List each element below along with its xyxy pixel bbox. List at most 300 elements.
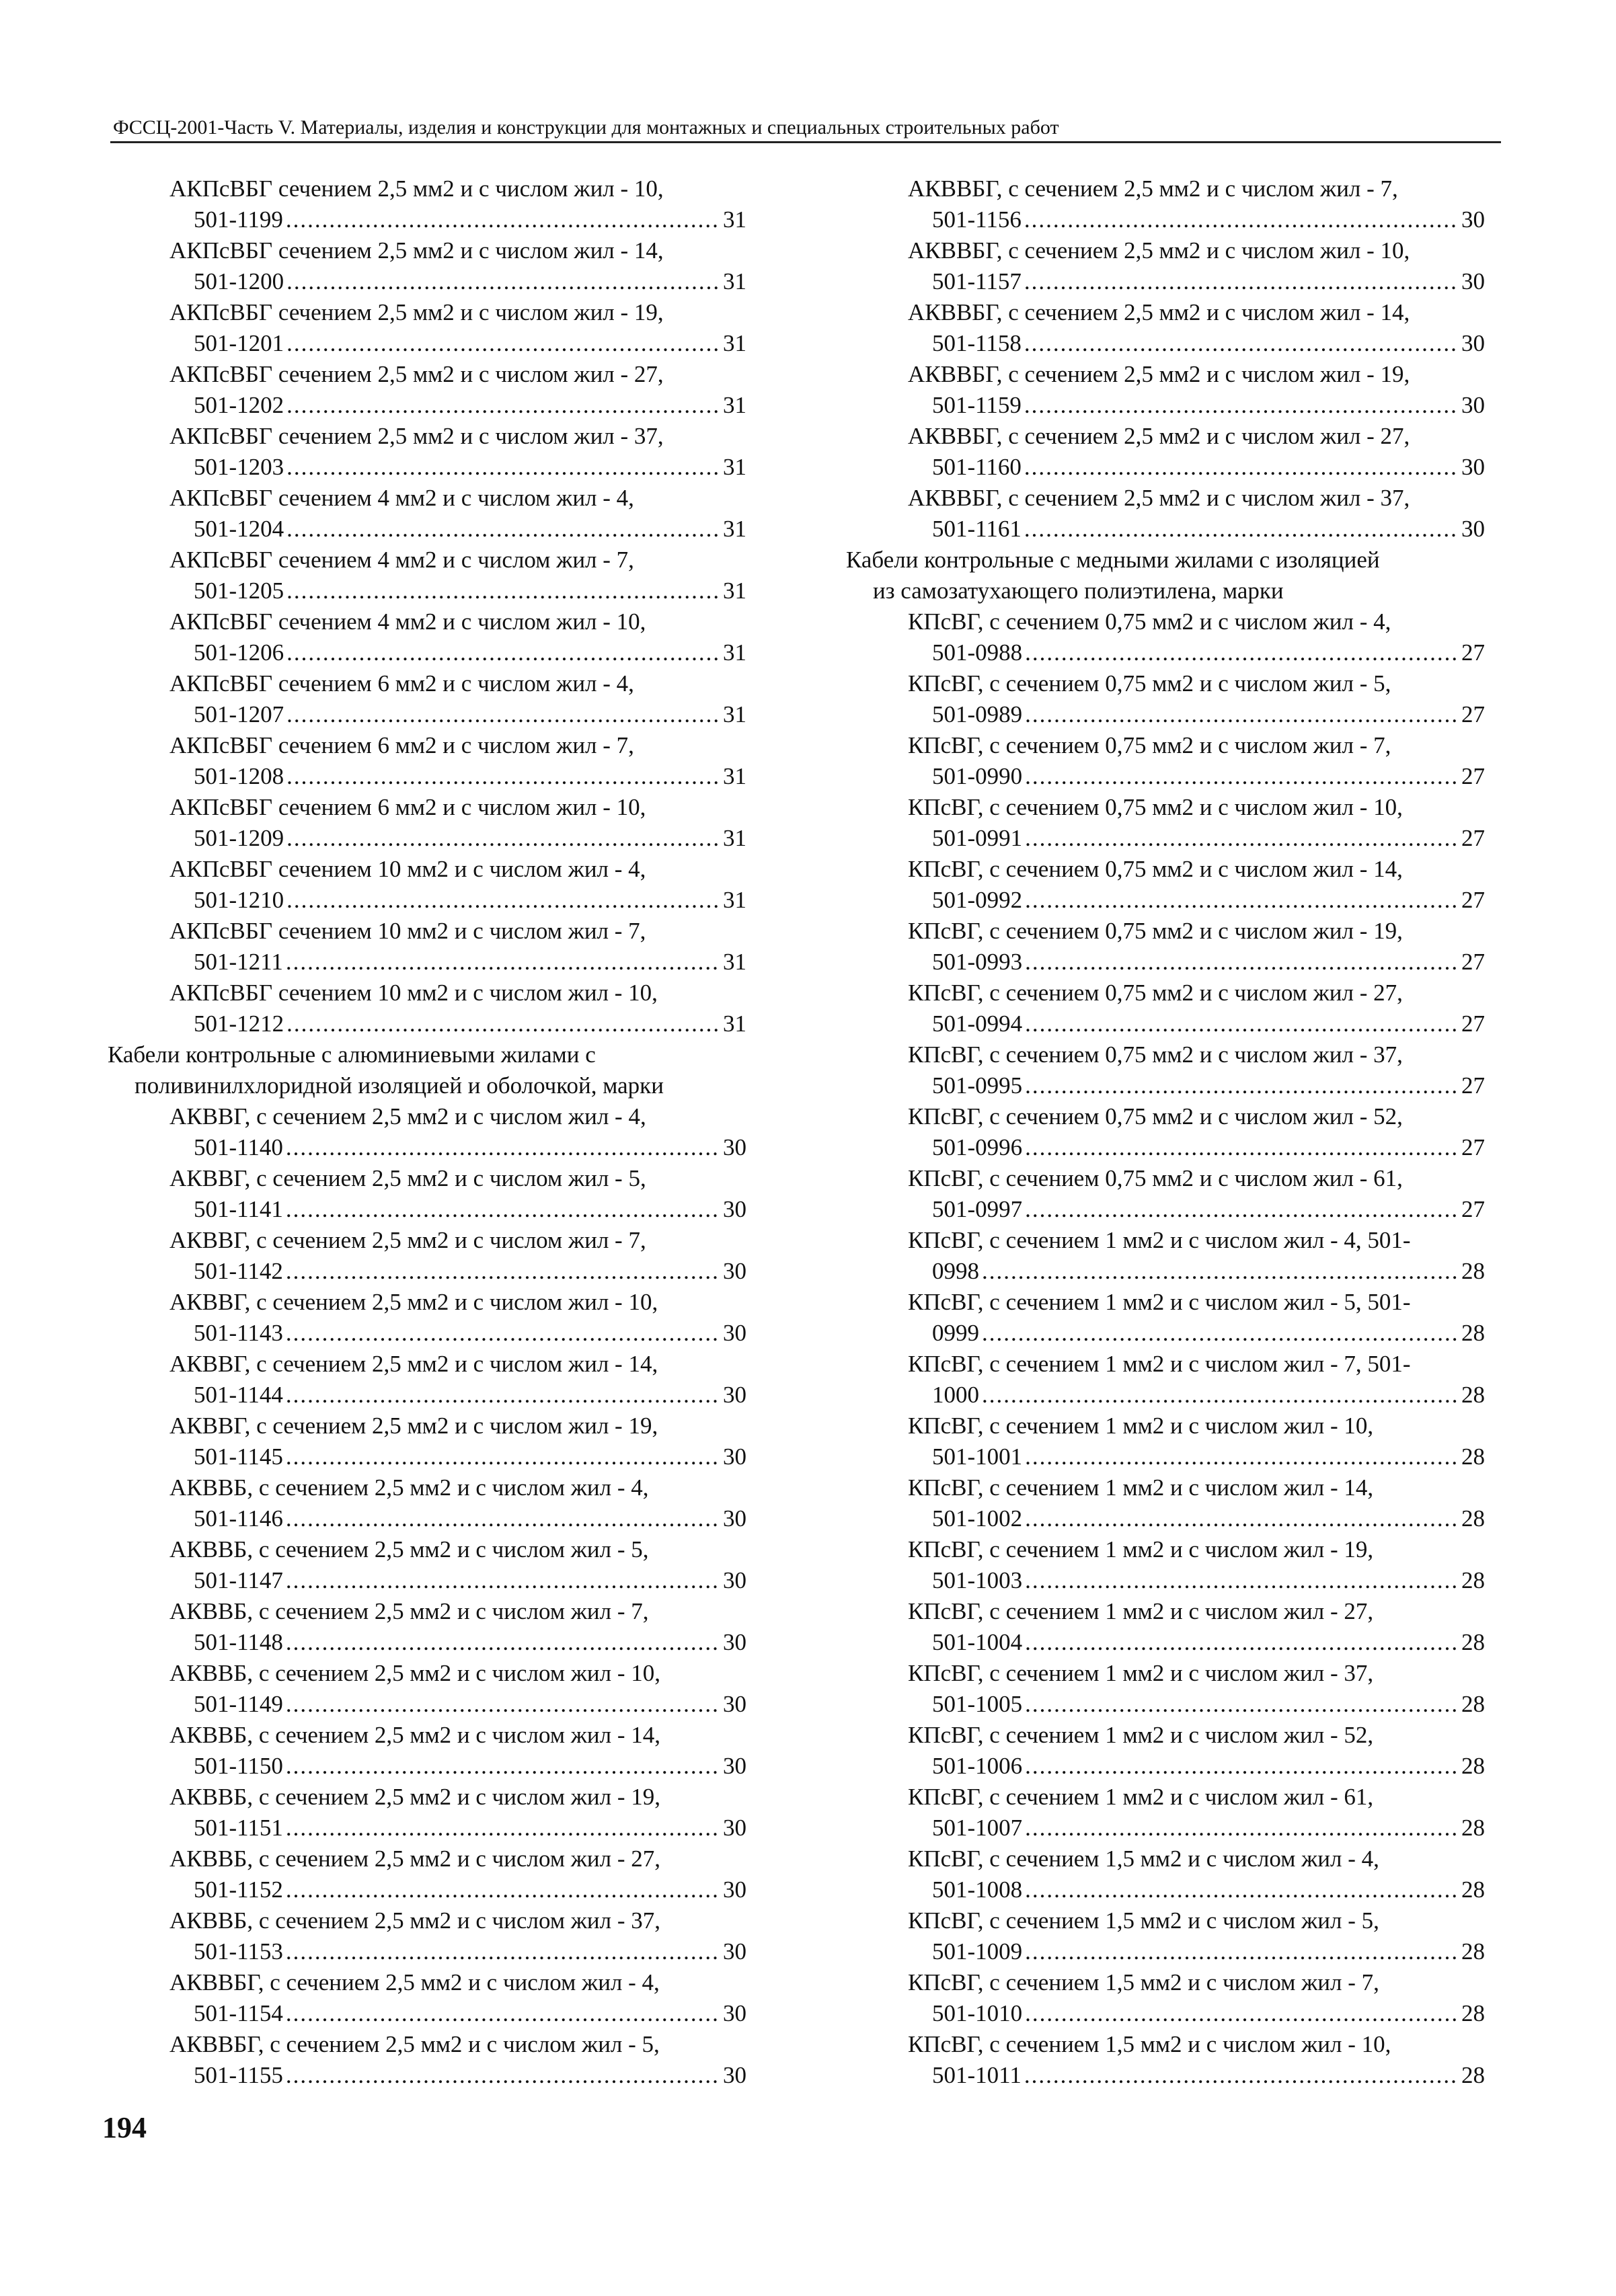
dot-leader xyxy=(286,1256,720,1287)
entry-reference-line xyxy=(846,637,1485,668)
header-rule xyxy=(110,141,1501,143)
index-entry xyxy=(846,1596,1485,1658)
index-entry xyxy=(846,483,1485,545)
entry-page-number: 30 xyxy=(723,2062,746,2088)
index-entry xyxy=(108,235,746,297)
section-heading-line2: из самозатухающего полиэтилена, марки xyxy=(873,578,1284,604)
entry-reference-line xyxy=(108,947,746,978)
entry-reference-line xyxy=(846,390,1485,421)
index-entry xyxy=(846,297,1485,359)
entry-description: КПсВГ, с сечением 0,75 мм2 и с числом жил - 7, xyxy=(908,732,1391,758)
entry-code: 501-1003 xyxy=(932,1567,1023,1593)
entry-description: АКВВБГ, с сечением 2,5 мм2 и с числом жил - 19, xyxy=(908,361,1410,387)
entry-page-number: 31 xyxy=(723,949,746,975)
entry-page-number: 30 xyxy=(723,1258,746,1284)
index-entry xyxy=(846,1844,1485,1905)
entry-code: 501-1201 xyxy=(194,330,284,356)
index-entry xyxy=(108,1782,746,1844)
entry-description: КПсВГ, с сечением 1 мм2 и с числом жил - 61, xyxy=(908,1784,1374,1810)
entry-description: КПсВГ, с сечением 1 мм2 и с числом жил - 10, xyxy=(908,1413,1374,1439)
entry-code: 501-1153 xyxy=(194,1938,283,1965)
entry-page-number: 31 xyxy=(723,701,746,727)
running-header: ФССЦ-2001-Часть V. Материалы, изделия и конструкции для монтажных и специальных строительных работ xyxy=(113,116,1059,138)
entry-code: 501-0997 xyxy=(932,1196,1023,1222)
entry-page-number: 30 xyxy=(1461,454,1485,480)
entry-description: КПсВГ, с сечением 1 мм2 и с числом жил - 14, xyxy=(908,1474,1374,1501)
entry-description: АКПсВБГ сечением 10 мм2 и с числом жил - 10, xyxy=(169,980,658,1006)
entry-code: 0999 xyxy=(932,1320,979,1346)
entry-reference-line xyxy=(108,2060,746,2091)
entry-reference-line xyxy=(846,1503,1485,1534)
entry-description: АКВВБ, с сечением 2,5 мм2 и с числом жил - 37, xyxy=(169,1907,661,1934)
index-entry xyxy=(108,2029,746,2091)
index-entry xyxy=(846,916,1485,978)
dot-leader xyxy=(1025,1070,1459,1101)
entry-code: 501-1004 xyxy=(932,1629,1023,1655)
entry-reference-line xyxy=(846,1627,1485,1658)
entry-reference-line xyxy=(846,1318,1485,1349)
entry-code: 501-1157 xyxy=(932,268,1022,294)
entry-page-number: 31 xyxy=(723,763,746,789)
entry-reference-line xyxy=(846,885,1485,916)
entry-page-number: 28 xyxy=(1461,1691,1485,1717)
entry-reference-line xyxy=(108,1813,746,1844)
entry-page-number: 30 xyxy=(723,1753,746,1779)
entry-page-number: 30 xyxy=(1461,516,1485,542)
entry-description: АКПсВБГ сечением 6 мм2 и с числом жил - 7, xyxy=(169,732,634,758)
entry-page-number: 30 xyxy=(723,1505,746,1532)
entry-description: АКВВГ, с сечением 2,5 мм2 и с числом жил - 4, xyxy=(169,1103,646,1130)
dot-leader xyxy=(1025,1874,1459,1905)
entry-reference-line xyxy=(846,266,1485,297)
dot-leader xyxy=(1025,1813,1459,1844)
index-entry xyxy=(108,1472,746,1534)
entry-code: 501-1155 xyxy=(194,2062,283,2088)
entry-code: 501-1146 xyxy=(194,1505,283,1532)
entry-page-number: 28 xyxy=(1461,2062,1485,2088)
entry-description: АКВВГ, с сечением 2,5 мм2 и с числом жил - 5, xyxy=(169,1165,646,1191)
entry-reference-line xyxy=(108,1936,746,1967)
index-entry xyxy=(108,1534,746,1596)
index-entry xyxy=(846,1349,1485,1411)
index-entry xyxy=(846,2029,1485,2091)
index-entry xyxy=(846,978,1485,1039)
entry-page-number: 28 xyxy=(1461,1876,1485,1903)
index-entry xyxy=(108,606,746,668)
entry-page-number: 28 xyxy=(1461,1258,1485,1284)
entry-code: 501-1150 xyxy=(194,1753,283,1779)
entry-page-number: 28 xyxy=(1461,1938,1485,1965)
entry-description: КПсВГ, с сечением 0,75 мм2 и с числом жил - 5, xyxy=(908,670,1391,697)
dot-leader xyxy=(286,1936,720,1967)
entry-code: 501-1007 xyxy=(932,1815,1023,1841)
entry-description: АКВВБ, с сечением 2,5 мм2 и с числом жил - 27, xyxy=(169,1846,661,1872)
entry-code: 501-1006 xyxy=(932,1753,1023,1779)
entry-description: АКВВГ, с сечением 2,5 мм2 и с числом жил - 7, xyxy=(169,1227,646,1253)
index-entry xyxy=(846,1720,1485,1782)
entry-code: 501-1002 xyxy=(932,1505,1023,1532)
entry-description: АКПсВБГ сечением 10 мм2 и с числом жил - 7, xyxy=(169,918,646,944)
entry-description: КПсВГ, с сечением 1,5 мм2 и с числом жил - 4, xyxy=(908,1846,1379,1872)
dot-leader xyxy=(1024,328,1459,359)
entry-description: КПсВГ, с сечением 1 мм2 и с числом жил - 52, xyxy=(908,1722,1374,1748)
entry-code: 501-1009 xyxy=(932,1938,1023,1965)
entry-reference-line xyxy=(108,1565,746,1596)
entry-reference-line xyxy=(846,1689,1485,1720)
dot-leader xyxy=(286,947,720,978)
entry-code: 501-1158 xyxy=(932,330,1022,356)
entry-code: 501-1001 xyxy=(932,1443,1023,1470)
entry-code: 501-1159 xyxy=(932,392,1022,418)
entry-code: 1000 xyxy=(932,1382,979,1408)
entry-page-number: 28 xyxy=(1461,1320,1485,1346)
entry-description: КПсВГ, с сечением 1,5 мм2 и с числом жил - 7, xyxy=(908,1969,1379,1995)
entry-page-number: 31 xyxy=(723,268,746,294)
entry-page-number: 30 xyxy=(1461,330,1485,356)
dot-leader xyxy=(982,1318,1459,1349)
entry-description: АКВВБ, с сечением 2,5 мм2 и с числом жил - 14, xyxy=(169,1722,661,1748)
entry-reference-line xyxy=(846,1070,1485,1101)
entry-reference-line xyxy=(108,1194,746,1225)
dot-leader xyxy=(286,637,720,668)
dot-leader xyxy=(1025,761,1459,792)
entry-description: АКПсВБГ сечением 2,5 мм2 и с числом жил - 37, xyxy=(169,423,664,449)
entry-description: АКПсВБГ сечением 6 мм2 и с числом жил - 4, xyxy=(169,670,634,697)
entry-reference-line xyxy=(108,390,746,421)
entry-description: КПсВГ, с сечением 1 мм2 и с числом жил - 27, xyxy=(908,1598,1374,1624)
entry-reference-line xyxy=(846,1565,1485,1596)
entry-code: 501-1208 xyxy=(194,763,284,789)
dot-leader xyxy=(286,328,720,359)
dot-leader xyxy=(1025,947,1459,978)
entry-code: 501-0989 xyxy=(932,701,1023,727)
entry-description: АКВВБ, с сечением 2,5 мм2 и с числом жил - 10, xyxy=(169,1660,661,1686)
entry-code: 501-1145 xyxy=(194,1443,283,1470)
entry-description: АКПсВБГ сечением 2,5 мм2 и с числом жил - 14, xyxy=(169,237,664,264)
dot-leader xyxy=(1025,1503,1459,1534)
entry-description: КПсВГ, с сечением 0,75 мм2 и с числом жил - 27, xyxy=(908,980,1403,1006)
entry-description: КПсВГ, с сечением 1,5 мм2 и с числом жил - 5, xyxy=(908,1907,1379,1934)
entry-code: 501-1005 xyxy=(932,1691,1023,1717)
entry-reference-line xyxy=(108,699,746,730)
entry-description: АКВВБ, с сечением 2,5 мм2 и с числом жил - 19, xyxy=(169,1784,661,1810)
entry-reference-line xyxy=(846,1751,1485,1782)
entry-page-number: 30 xyxy=(723,2000,746,2026)
index-entry xyxy=(846,1967,1485,2029)
dot-leader xyxy=(1025,1132,1459,1163)
dot-leader xyxy=(286,1318,720,1349)
entry-page-number: 28 xyxy=(1461,1567,1485,1593)
entry-code: 501-0990 xyxy=(932,763,1023,789)
entry-code: 501-1154 xyxy=(194,2000,283,2026)
entry-page-number: 27 xyxy=(1461,1011,1485,1037)
entry-code: 501-0994 xyxy=(932,1011,1023,1037)
dot-leader xyxy=(286,390,720,421)
section-heading-line2: поливинилхлоридной изоляцией и оболочкой, марки xyxy=(134,1072,664,1099)
entry-reference-line xyxy=(108,1132,746,1163)
dot-leader xyxy=(1024,514,1459,545)
index-entry xyxy=(108,297,746,359)
entry-page-number: 28 xyxy=(1461,1629,1485,1655)
entry-page-number: 27 xyxy=(1461,825,1485,851)
entry-description: КПсВГ, с сечением 0,75 мм2 и с числом жил - 4, xyxy=(908,608,1391,635)
index-entry xyxy=(108,1411,746,1472)
entry-reference-line xyxy=(108,761,746,792)
dot-leader xyxy=(1025,637,1459,668)
entry-description: КПсВГ, с сечением 1 мм2 и с числом жил - 4, 501- xyxy=(908,1227,1411,1253)
dot-leader xyxy=(286,1998,720,2029)
dot-leader xyxy=(982,1380,1459,1411)
entry-reference-line xyxy=(108,1627,746,1658)
index-entry xyxy=(108,916,746,978)
index-entry xyxy=(846,173,1485,235)
entry-page-number: 30 xyxy=(723,1443,746,1470)
entry-description: КПсВГ, с сечением 1 мм2 и с числом жил - 19, xyxy=(908,1536,1374,1562)
entry-code: 501-1143 xyxy=(194,1320,283,1346)
index-entry xyxy=(846,1225,1485,1287)
entry-code: 501-0992 xyxy=(932,887,1023,913)
entry-reference-line xyxy=(108,1256,746,1287)
entry-code: 501-1209 xyxy=(194,825,284,851)
dot-leader xyxy=(286,1441,720,1472)
entry-description: АКВВГ, с сечением 2,5 мм2 и с числом жил - 19, xyxy=(169,1413,658,1439)
entry-description: КПсВГ, с сечением 0,75 мм2 и с числом жил - 37, xyxy=(908,1041,1403,1068)
dot-leader xyxy=(286,1689,720,1720)
entry-reference-line xyxy=(846,823,1485,854)
dot-leader xyxy=(1024,452,1459,483)
entry-description: АКПсВБГ сечением 6 мм2 и с числом жил - 10, xyxy=(169,794,646,820)
entry-page-number: 31 xyxy=(723,639,746,666)
index-entry xyxy=(846,1411,1485,1472)
entry-reference-line xyxy=(846,514,1485,545)
entry-reference-line xyxy=(846,1194,1485,1225)
entry-reference-line xyxy=(846,452,1485,483)
entry-page-number: 28 xyxy=(1461,1815,1485,1841)
entry-code: 501-1141 xyxy=(194,1196,283,1222)
index-entry xyxy=(108,668,746,730)
entry-description: АКПсВБГ сечением 4 мм2 и с числом жил - 7, xyxy=(169,547,634,573)
entry-reference-line xyxy=(846,1441,1485,1472)
entry-page-number: 28 xyxy=(1461,1443,1485,1470)
entry-code: 501-0991 xyxy=(932,825,1023,851)
entry-description: АКВВБГ, с сечением 2,5 мм2 и с числом жил - 5, xyxy=(169,2031,660,2057)
entry-page-number: 31 xyxy=(723,516,746,542)
index-entry xyxy=(108,1287,746,1349)
index-entry xyxy=(108,359,746,421)
entry-code: 501-1142 xyxy=(194,1258,283,1284)
index-entry xyxy=(108,1349,746,1411)
entry-page-number: 28 xyxy=(1461,1753,1485,1779)
index-entry xyxy=(846,730,1485,792)
dot-leader xyxy=(286,1751,720,1782)
entry-reference-line xyxy=(846,1874,1485,1905)
entry-reference-line xyxy=(846,1256,1485,1287)
dot-leader xyxy=(286,204,720,235)
dot-leader xyxy=(286,2060,720,2091)
entry-code: 501-1211 xyxy=(194,949,283,975)
dot-leader xyxy=(1025,1751,1459,1782)
entry-page-number: 31 xyxy=(723,578,746,604)
dot-leader xyxy=(1025,1689,1459,1720)
dot-leader xyxy=(286,514,720,545)
dot-leader xyxy=(286,823,720,854)
entry-page-number: 28 xyxy=(1461,1505,1485,1532)
entry-reference-line xyxy=(108,1441,746,1472)
dot-leader xyxy=(1024,2060,1459,2091)
entry-code: 501-1140 xyxy=(194,1134,283,1160)
entry-reference-line xyxy=(108,328,746,359)
index-entry xyxy=(108,1844,746,1905)
dot-leader xyxy=(1025,1441,1459,1472)
entry-description: АКВВБГ, с сечением 2,5 мм2 и с числом жил - 10, xyxy=(908,237,1410,264)
index-entry xyxy=(108,1905,746,1967)
entry-page-number: 30 xyxy=(723,1691,746,1717)
entry-code: 501-1144 xyxy=(194,1382,283,1408)
dot-leader xyxy=(1024,390,1459,421)
entry-page-number: 30 xyxy=(1461,392,1485,418)
section-heading xyxy=(846,545,1485,606)
entry-code: 501-1008 xyxy=(932,1876,1023,1903)
entry-description: АКВВБ, с сечением 2,5 мм2 и с числом жил - 7, xyxy=(169,1598,649,1624)
entry-code: 0998 xyxy=(932,1258,979,1284)
entry-code: 501-1161 xyxy=(932,516,1022,542)
index-entry xyxy=(108,1163,746,1225)
entry-page-number: 30 xyxy=(723,1815,746,1841)
dot-leader xyxy=(286,1565,720,1596)
entry-page-number: 31 xyxy=(723,206,746,233)
entry-page-number: 31 xyxy=(723,330,746,356)
entry-page-number: 30 xyxy=(723,1567,746,1593)
entry-description: АКПсВБГ сечением 4 мм2 и с числом жил - 4, xyxy=(169,485,634,511)
entry-description: КПсВГ, с сечением 0,75 мм2 и с числом жил - 61, xyxy=(908,1165,1403,1191)
dot-leader xyxy=(1025,1936,1459,1967)
entry-description: АКВВБ, с сечением 2,5 мм2 и с числом жил - 5, xyxy=(169,1536,649,1562)
entry-description: АКПсВБГ сечением 2,5 мм2 и с числом жил - 19, xyxy=(169,299,664,325)
page-number: 194 xyxy=(102,2111,147,2144)
entry-reference-line xyxy=(846,328,1485,359)
index-entry xyxy=(846,854,1485,916)
index-entry xyxy=(108,1967,746,2029)
entry-reference-line xyxy=(108,1008,746,1039)
index-entry xyxy=(846,792,1485,854)
entry-code: 501-1206 xyxy=(194,639,284,666)
dot-leader xyxy=(286,761,720,792)
entry-code: 501-0995 xyxy=(932,1072,1023,1099)
dot-leader xyxy=(286,699,720,730)
entry-code: 501-1212 xyxy=(194,1011,284,1037)
entry-reference-line xyxy=(108,1874,746,1905)
entry-reference-line xyxy=(108,1318,746,1349)
entry-page-number: 28 xyxy=(1461,2000,1485,2026)
entry-description: АКПсВБГ сечением 10 мм2 и с числом жил - 4, xyxy=(169,856,646,882)
right-column xyxy=(846,173,1485,2091)
entry-page-number: 30 xyxy=(723,1382,746,1408)
dot-leader xyxy=(286,1380,720,1411)
entry-page-number: 27 xyxy=(1461,701,1485,727)
entry-reference-line xyxy=(846,1998,1485,2029)
entry-page-number: 27 xyxy=(1461,1134,1485,1160)
entry-code: 501-1148 xyxy=(194,1629,283,1655)
dot-leader xyxy=(982,1256,1459,1287)
entry-description: АКПсВБГ сечением 2,5 мм2 и с числом жил - 27, xyxy=(169,361,664,387)
entry-code: 501-1149 xyxy=(194,1691,283,1717)
entry-reference-line xyxy=(846,947,1485,978)
entry-description: КПсВГ, с сечением 0,75 мм2 и с числом жил - 19, xyxy=(908,918,1403,944)
entry-reference-line xyxy=(108,576,746,606)
entry-description: АКВВБГ, с сечением 2,5 мм2 и с числом жил - 14, xyxy=(908,299,1410,325)
left-column xyxy=(108,173,746,2091)
entry-page-number: 27 xyxy=(1461,639,1485,666)
entry-code: 501-1199 xyxy=(194,206,283,233)
entry-description: КПсВГ, с сечением 1 мм2 и с числом жил - 7, 501- xyxy=(908,1351,1411,1377)
entry-reference-line xyxy=(108,1503,746,1534)
dot-leader xyxy=(1025,699,1459,730)
entry-page-number: 30 xyxy=(723,1938,746,1965)
entry-reference-line xyxy=(846,1380,1485,1411)
entry-reference-line xyxy=(846,699,1485,730)
index-entry xyxy=(108,1596,746,1658)
entry-code: 501-1151 xyxy=(194,1815,283,1841)
entry-page-number: 28 xyxy=(1461,1382,1485,1408)
index-entry xyxy=(846,421,1485,483)
entry-description: АКВВГ, с сечением 2,5 мм2 и с числом жил - 10, xyxy=(169,1289,658,1315)
entry-reference-line xyxy=(846,1132,1485,1163)
dot-leader xyxy=(1025,1627,1459,1658)
entry-reference-line xyxy=(846,204,1485,235)
index-entry xyxy=(846,1101,1485,1163)
section-heading xyxy=(108,1039,746,1101)
dot-leader xyxy=(1025,1565,1459,1596)
dot-leader xyxy=(286,1194,720,1225)
index-entry xyxy=(846,1782,1485,1844)
entry-reference-line xyxy=(846,761,1485,792)
entry-code: 501-1203 xyxy=(194,454,284,480)
dot-leader xyxy=(286,266,720,297)
index-entry xyxy=(108,978,746,1039)
dot-leader xyxy=(1025,1998,1459,2029)
entry-reference-line xyxy=(108,1380,746,1411)
entry-page-number: 30 xyxy=(723,1196,746,1222)
dot-leader xyxy=(1024,204,1459,235)
entry-description: АКВВБГ, с сечением 2,5 мм2 и с числом жил - 27, xyxy=(908,423,1410,449)
entry-reference-line xyxy=(108,823,746,854)
entry-page-number: 30 xyxy=(723,1320,746,1346)
entry-page-number: 27 xyxy=(1461,1072,1485,1099)
index-entry xyxy=(108,792,746,854)
entry-page-number: 31 xyxy=(723,454,746,480)
index-entry xyxy=(108,1101,746,1163)
entry-reference-line xyxy=(108,266,746,297)
entry-code: 501-1207 xyxy=(194,701,284,727)
index-entry xyxy=(108,421,746,483)
entry-description: КПсВГ, с сечением 1,5 мм2 и с числом жил - 10, xyxy=(908,2031,1391,2057)
index-entry xyxy=(846,1287,1485,1349)
entry-reference-line xyxy=(846,1813,1485,1844)
entry-page-number: 31 xyxy=(723,392,746,418)
entry-code: 501-1152 xyxy=(194,1876,283,1903)
entry-description: КПсВГ, с сечением 0,75 мм2 и с числом жил - 10, xyxy=(908,794,1403,820)
dot-leader xyxy=(286,1503,720,1534)
entry-page-number: 31 xyxy=(723,1011,746,1037)
entry-page-number: 27 xyxy=(1461,887,1485,913)
index-entry xyxy=(846,606,1485,668)
entry-code: 501-0988 xyxy=(932,639,1023,666)
entry-page-number: 31 xyxy=(723,887,746,913)
dot-leader xyxy=(286,1874,720,1905)
entry-description: АКВВБГ, с сечением 2,5 мм2 и с числом жил - 7, xyxy=(908,175,1398,202)
entry-page-number: 27 xyxy=(1461,1196,1485,1222)
dot-leader xyxy=(1025,1008,1459,1039)
